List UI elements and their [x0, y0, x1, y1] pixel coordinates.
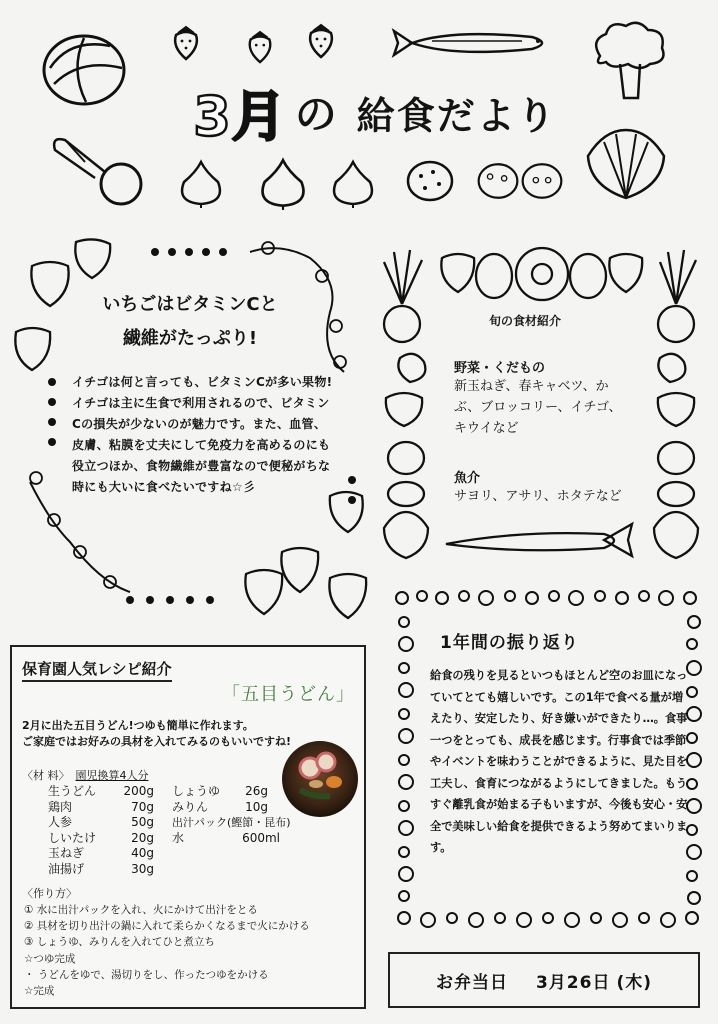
dish-photo: [280, 738, 360, 820]
ingredients-label: 〈材 料〉: [22, 769, 70, 782]
ingredient-row: [172, 800, 291, 816]
seasonal-fish-text: サヨリ、アサリ、ホタテなど: [454, 489, 622, 504]
ingredient-row: [48, 846, 154, 862]
ingredient-row: [172, 784, 291, 800]
onion-icon: [258, 156, 308, 210]
ingredient-qty: 50g: [131, 815, 154, 830]
ingredient-name: 生うどん: [48, 784, 97, 798]
seasonal-heading: 旬の食材紹介: [488, 314, 561, 328]
method-step: ② 具材を切り出汁の鍋に入れて柔らかくなるまで火にかける: [24, 920, 310, 933]
recipe-dish-name: 「五目うどん」: [222, 684, 355, 705]
method-step: ☆完成: [24, 985, 55, 998]
title-main: 給食だより: [356, 93, 557, 138]
ingredient-row: [48, 784, 154, 800]
ichigo-heading: [100, 288, 280, 356]
ingredient-qty: 200g: [123, 784, 154, 798]
method-steps: [24, 902, 364, 999]
ingredient-row: [48, 862, 154, 878]
fish-icon: [392, 25, 560, 61]
strawberry-icon: [305, 23, 337, 59]
cabbage-icon: [40, 28, 130, 108]
method-heading: 〈作り方〉: [22, 887, 77, 900]
ingredient-qty: 30g: [131, 861, 154, 876]
ingredient-row: [48, 800, 154, 816]
ichigo-heading-line1: いちごはビタミンCと: [102, 294, 278, 315]
ingredient-qty: 600ml: [242, 830, 280, 845]
lotus-root-icon: [405, 158, 455, 204]
ingredient-name: しょうゆ: [172, 784, 221, 798]
method-step: ③ しょうゆ、みりんを入れてひと煮立ち: [24, 936, 215, 949]
ingredient-name: しいたけ: [48, 830, 97, 845]
ingredients-left: [48, 784, 154, 878]
scallop-icon: [584, 126, 668, 204]
ichigo-heading-line2: 繊維がたっぷり!: [122, 328, 258, 349]
ingredient-qty: 70g: [131, 799, 154, 814]
recipe-section-title: 保育園人気レシピ紹介: [22, 658, 172, 682]
strawberry-icon: [170, 25, 202, 61]
ingredients-right: [172, 784, 291, 846]
bento-label: お弁当日: [435, 972, 508, 993]
review-body: 給食の残りを見るといつもほとんど空のお皿になっていてとても嬉しいです。この1年で食べる量が増えたり、安定したり、好き嫌いができたり…。食事一つをとっても、成長を感じます。行事食では季節やイベントを味わうことができるように、見た目を工夫し、食育につながるようにしてきました。もうすぐ離乳食が始まる子もいますが、今後も安心・安全で美味しい給食を提供できるよう努めてまいります。: [430, 669, 688, 854]
review-title: 1年間の振り返り: [440, 633, 579, 653]
ingredients-heading: [22, 767, 149, 783]
ichigo-body: イチゴは何と言っても、ビタミンCが多い果物!イチゴは主に生食で利用されるので、ビタミンCの損失が少ないのが魅力です。また、血管、皮膚、粘膜を丈夫にして免疫力を高めるのにも役立つほか、食物繊維が豊富なので便秘がちな時にも大いに食べたいですね☆彡: [72, 375, 333, 494]
seasonal-veg-line2: ぶ、ブロッコリー、イチゴ、: [454, 400, 622, 415]
title-particle: の: [294, 90, 337, 139]
seasonal-content: [454, 357, 664, 507]
ingredient-name: 鶏肉: [48, 799, 73, 814]
method-step: ☆つゆ完成: [24, 952, 76, 965]
ingredient-qty: 40g: [131, 846, 154, 861]
lotus-root-icon: [520, 160, 564, 202]
seasonal-veg-line3: キウイなど: [454, 421, 519, 436]
title-month: 3月: [193, 84, 287, 148]
seasonal-veg-line1: 新玉ねぎ、春キャベツ、か: [454, 379, 609, 394]
method-step: ・ うどんをゆで、湯切りをし、作ったつゆをかける: [24, 968, 269, 981]
ingredient-name: 水: [172, 830, 185, 845]
ingredient-row: [48, 831, 154, 847]
onion-icon: [178, 158, 224, 208]
ingredient-name: 人参: [48, 815, 73, 830]
turnip-icon: [45, 128, 145, 208]
bento-day-box: [388, 952, 700, 1008]
ingredient-name: みりん: [172, 799, 209, 814]
seasonal-veg-label: 野菜・くだもの: [454, 361, 546, 376]
bento-weekday: (木): [616, 972, 653, 993]
method-step: ① 水に出汁パックを入れ、火にかけて出汁をとる: [24, 904, 258, 916]
servings-label: 園児換算4人分: [75, 769, 149, 782]
strawberry-icon: [243, 30, 277, 64]
recipe-intro-line2: ご家庭ではお好みの具材を入れてみるのもいいですね!: [22, 735, 292, 748]
recipe-intro-line1: 2月に出た五目うどん!つゆも簡単に作れます。: [22, 719, 254, 732]
ingredient-name: 出汁パック(鰹節・昆布): [172, 816, 291, 830]
newsletter-title: [140, 72, 610, 152]
ingredient-qty: 20g: [131, 830, 154, 845]
ingredient-row: [172, 831, 291, 847]
ingredient-name: 油揚げ: [48, 861, 85, 876]
bento-date: 3月26日: [535, 972, 611, 993]
lotus-root-icon: [476, 160, 520, 202]
ingredient-row: [48, 815, 154, 831]
seasonal-fish-label: 魚介: [454, 471, 481, 486]
ingredient-qty: 10g: [245, 799, 268, 814]
ingredient-row: [172, 815, 291, 831]
ingredient-qty: 26g: [245, 784, 268, 798]
ingredient-name: 玉ねぎ: [48, 846, 85, 861]
onion-icon: [330, 158, 376, 208]
